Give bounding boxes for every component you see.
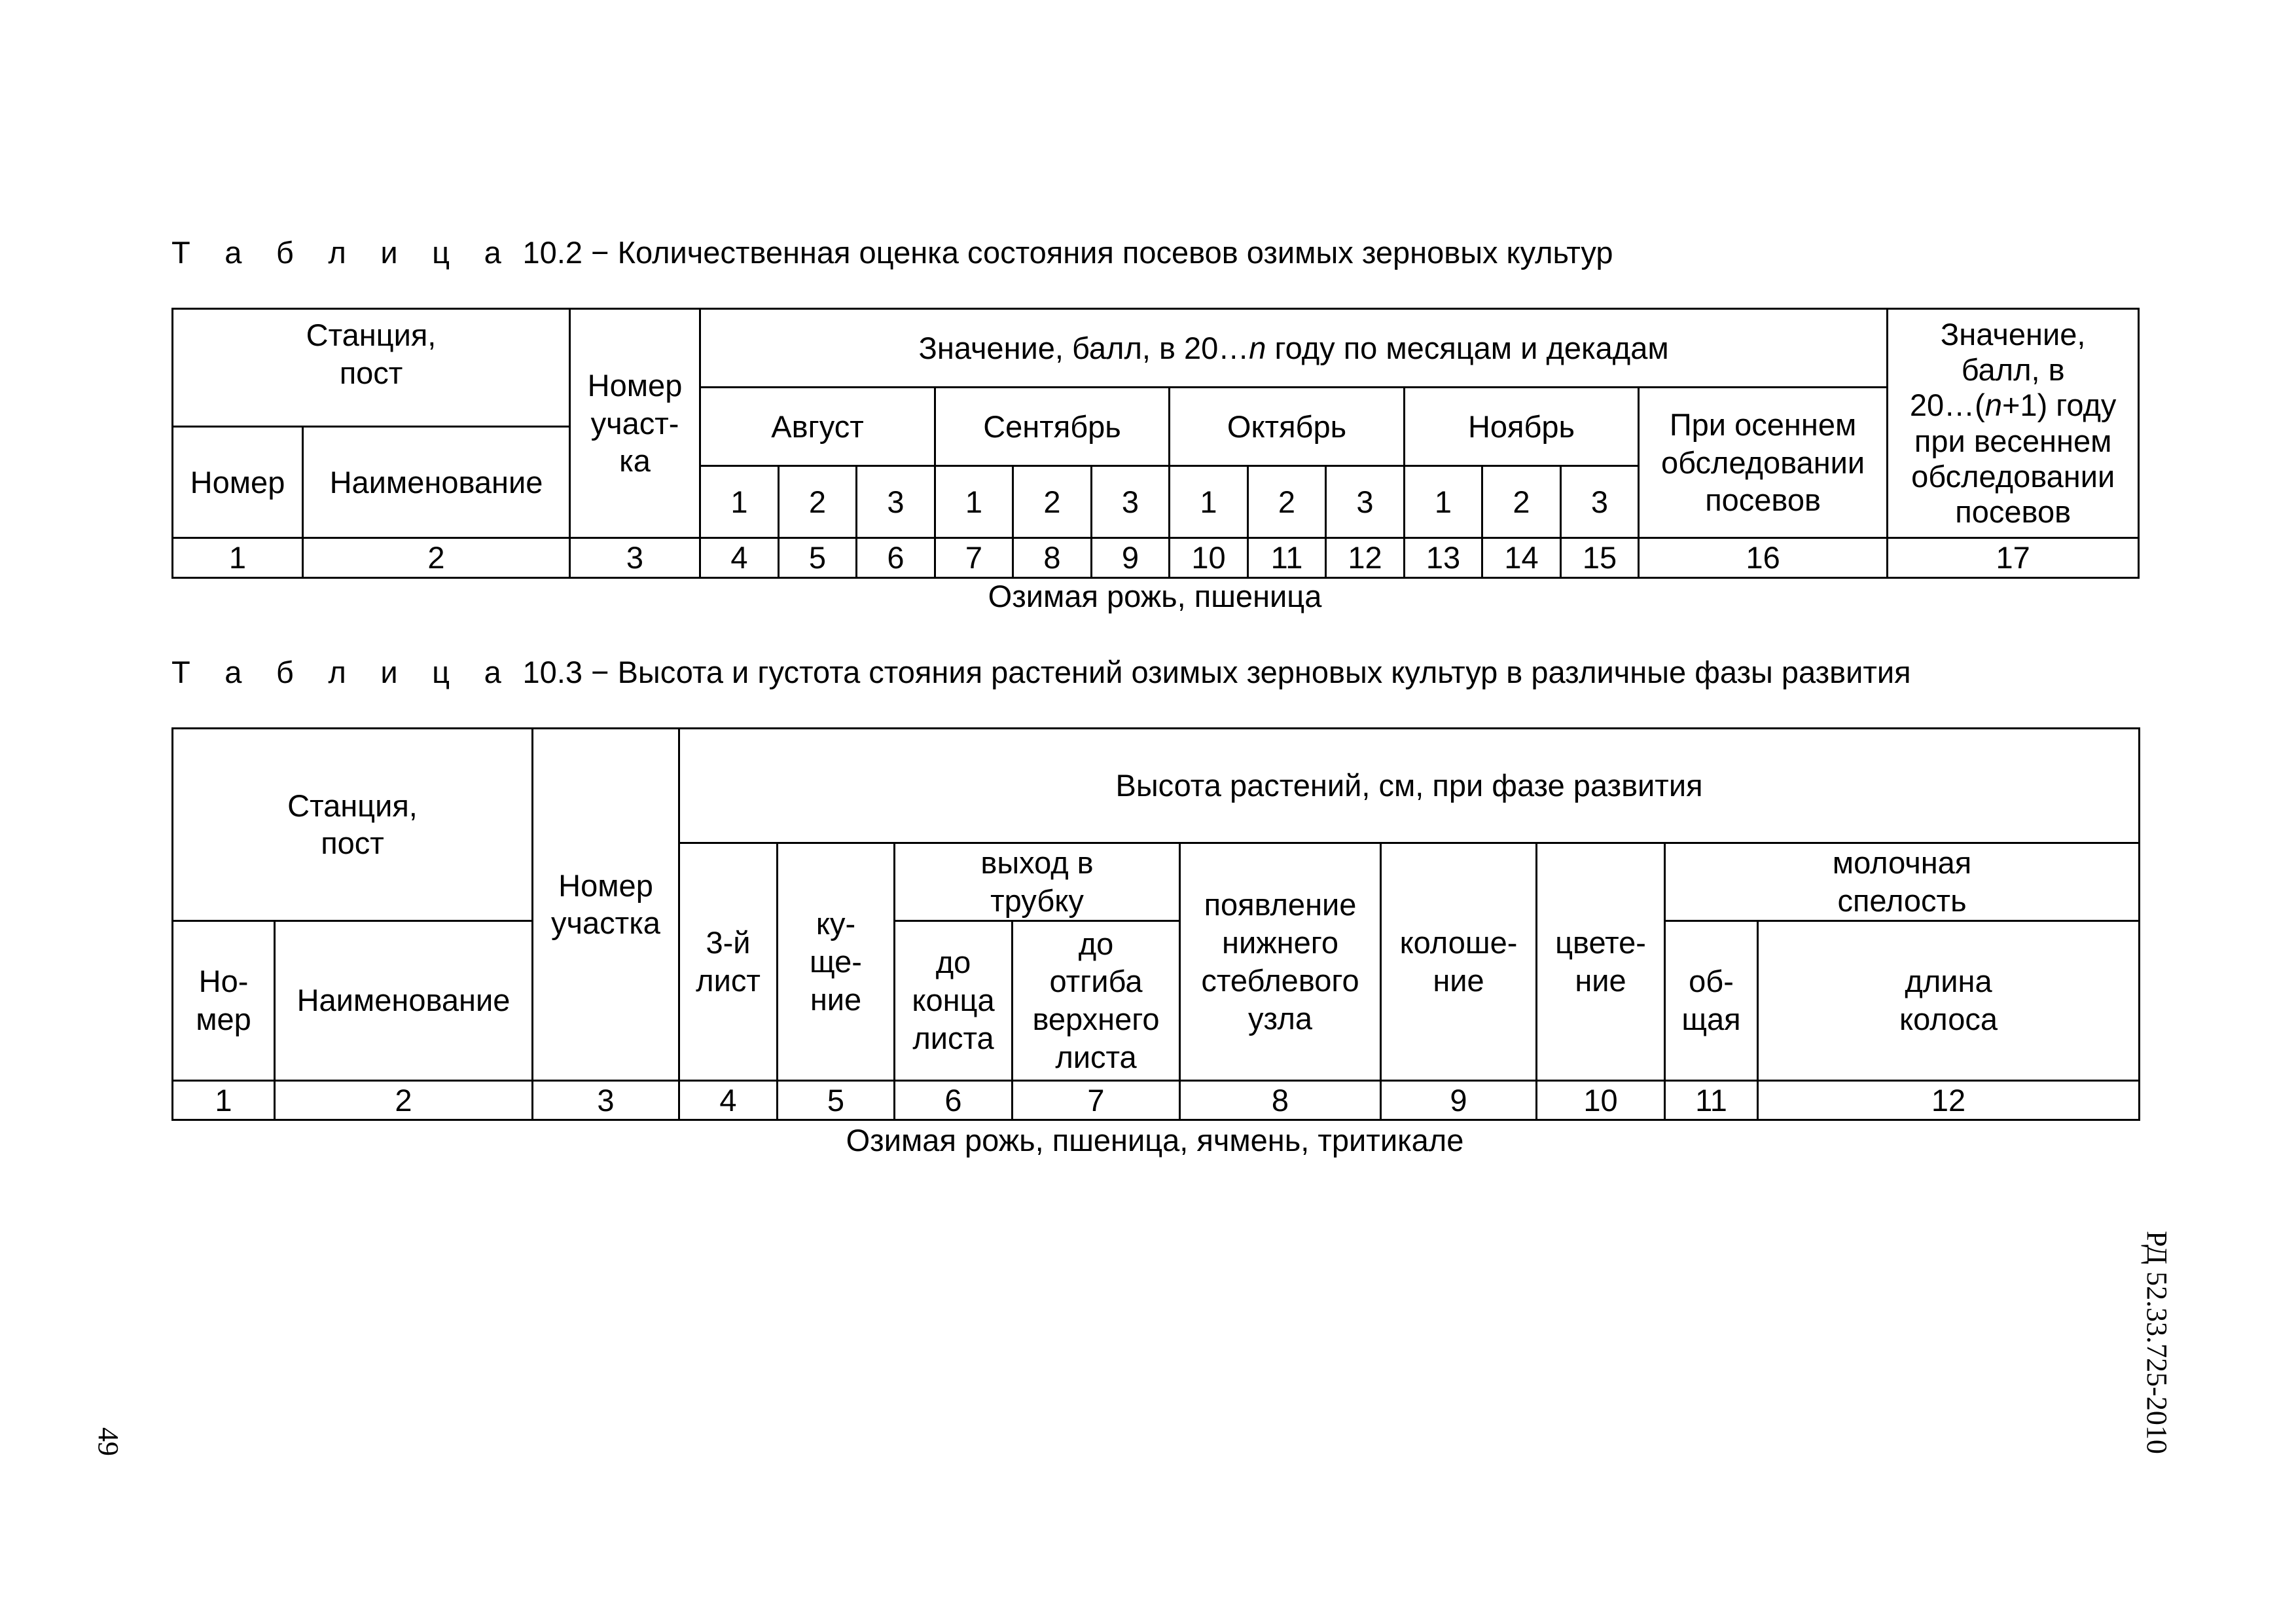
milk-ripeness-header: молочная спелость: [1665, 843, 2140, 921]
column-number: 11: [1665, 1080, 1758, 1120]
column-number: 12: [1758, 1080, 2140, 1120]
column-number: 3: [533, 1080, 679, 1120]
column-number: 2: [303, 538, 570, 578]
column-number: 15: [1561, 538, 1639, 578]
value-header: Значение, балл, в 20…n году по месяцам и декадам: [700, 309, 1888, 388]
station-header: Станция, пост: [173, 729, 533, 921]
month-october: Октябрь: [1170, 388, 1405, 466]
decade-cell: 1: [1170, 466, 1248, 538]
decade-cell: 2: [779, 466, 857, 538]
column-number: 10: [1170, 538, 1248, 578]
column-number: 12: [1326, 538, 1405, 578]
month-november: Ноябрь: [1405, 388, 1639, 466]
column-number: 4: [700, 538, 779, 578]
column-number: 14: [1482, 538, 1561, 578]
decade-cell: 1: [700, 466, 779, 538]
decade-cell: 3: [1092, 466, 1170, 538]
milk-total-header: об- щая: [1665, 921, 1758, 1080]
decade-cell: 2: [1482, 466, 1561, 538]
table-10-3-subcaption: Озимая рожь, пшеница, ячмень, тритикале: [846, 1123, 1464, 1158]
column-number: 6: [857, 538, 935, 578]
column-number: 10: [1537, 1080, 1665, 1120]
column-number: 1: [173, 538, 303, 578]
decade-cell: 1: [935, 466, 1013, 538]
station-name-header: Наименование: [303, 427, 570, 538]
column-number: 8: [1180, 1080, 1381, 1120]
station-number-header: Но- мер: [173, 921, 275, 1080]
column-number: 7: [935, 538, 1013, 578]
third-leaf-header: 3-й лист: [679, 843, 778, 1081]
decade-cell: 1: [1405, 466, 1482, 538]
station-name-header: Наименование: [275, 921, 533, 1080]
column-number: 2: [275, 1080, 533, 1120]
month-september: Сентябрь: [935, 388, 1170, 466]
caption-label: Т а б л и ц а: [171, 235, 514, 270]
decade-cell: 3: [1326, 466, 1405, 538]
table-10-2: [171, 308, 2140, 579]
tube-bend-header: до отгиба верхнего листа: [1013, 921, 1180, 1080]
tube-header: выход в трубку: [895, 843, 1180, 921]
spring-value-header: Значение, балл, в 20…(n+1) году при весеннем обследовании посевов: [1888, 309, 2139, 538]
column-number: 9: [1092, 538, 1170, 578]
table-10-2-subcaption: Озимая рожь, пшеница: [988, 579, 1322, 613]
column-number: 8: [1013, 538, 1092, 578]
column-number: 16: [1639, 538, 1888, 578]
station-header: Станция, пост: [173, 309, 570, 427]
station-number-header: Номер: [173, 427, 303, 538]
table-10-2-caption: [171, 237, 1613, 268]
column-number: 3: [570, 538, 700, 578]
decade-cell: 3: [1561, 466, 1639, 538]
caption-text: 10.2 − Количественная оценка состояния посевов озимых зерновых культур: [514, 235, 1613, 270]
column-number: 6: [895, 1080, 1013, 1120]
tube-end-header: до конца листа: [895, 921, 1013, 1080]
column-number-row: [173, 1080, 2140, 1120]
column-number: 9: [1381, 1080, 1537, 1120]
column-number: 5: [778, 1080, 895, 1120]
decade-cell: 2: [1013, 466, 1092, 538]
column-number: 11: [1248, 538, 1326, 578]
caption-text: 10.3 − Высота и густота стояния растений озимых зерновых культур в различные фазы развития: [514, 655, 1911, 689]
flowering-header: цвете- ние: [1537, 843, 1665, 1081]
caption-label: Т а б л и ц а: [171, 655, 514, 689]
node-header: появление нижнего стеблевого узла: [1180, 843, 1381, 1081]
tillering-header: ку- ще- ние: [778, 843, 895, 1081]
table-10-3: [171, 727, 2140, 1121]
autumn-survey-header: При осеннем обследовании посевов: [1639, 388, 1888, 538]
page-number: 49: [92, 1427, 124, 1456]
decade-cell: 3: [857, 466, 935, 538]
height-header: Высота растений, см, при фазе развития: [679, 729, 2140, 843]
decade-cell: 2: [1248, 466, 1326, 538]
plot-number-header: Номер участка: [533, 729, 679, 1081]
table-10-3-caption: [171, 657, 1911, 687]
column-number: 7: [1013, 1080, 1180, 1120]
month-august: Август: [700, 388, 935, 466]
column-number: 13: [1405, 538, 1482, 578]
document-code: РД 52.33.725-2010: [2141, 1231, 2173, 1454]
column-number: 4: [679, 1080, 778, 1120]
column-number: 17: [1888, 538, 2139, 578]
heading-header: колоше- ние: [1381, 843, 1537, 1081]
column-number: 1: [173, 1080, 275, 1120]
column-number-row: [173, 538, 2139, 578]
plot-number-header: Номер участ- ка: [570, 309, 700, 538]
milk-ear-header: длина колоса: [1758, 921, 2140, 1080]
column-number: 5: [779, 538, 857, 578]
